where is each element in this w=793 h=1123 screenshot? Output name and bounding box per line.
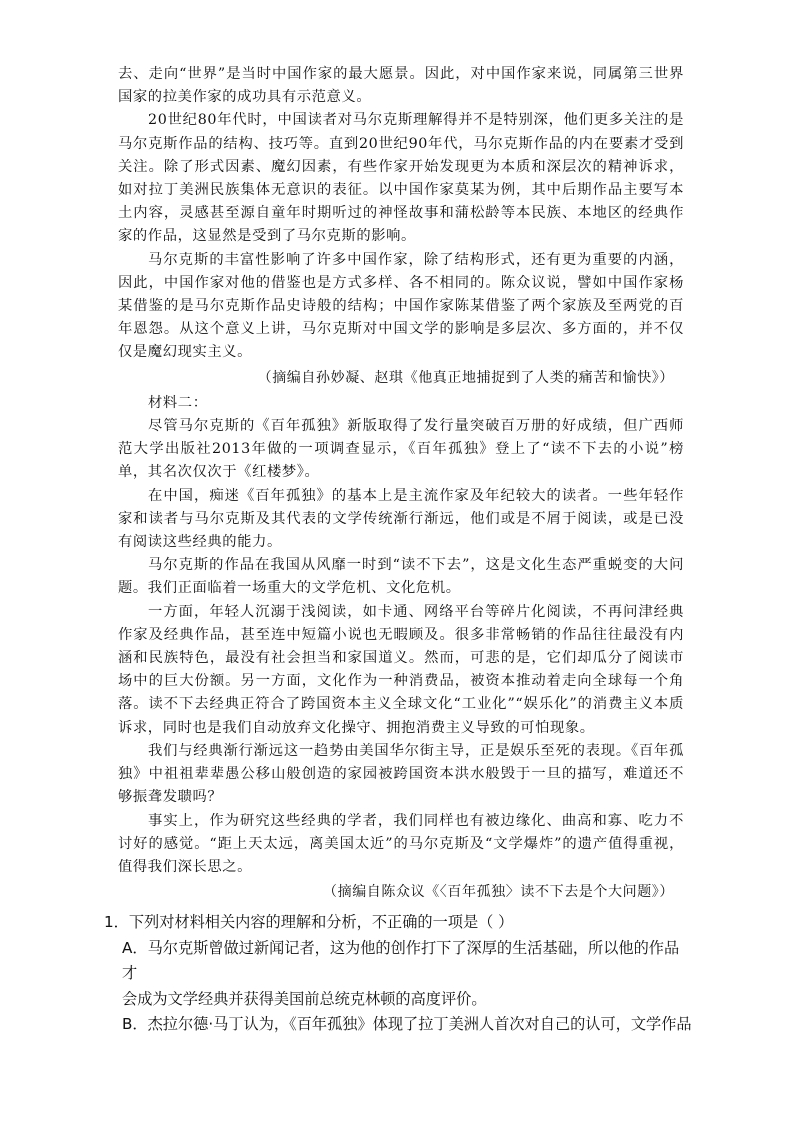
paragraph: 一方面，年轻人沉溺于浅阅读，如卡通、网络平台等碎片化阅读，不再问津经典作家及经典作品，甚至连中短篇小说也无暇顾及。很多非常畅销的作品往往最没有内涵和民族特色，最没有社会担当和家国道义。然而，可悲的是，它们却瓜分了阅读市场中的巨大份额。另一方面，文化作为一种消费品，被资本推动着走向全球每一个角落。读不下去经典正符合了跨国资本主义全球文化“工业化”“娱乐化”的消费主义本质诉求，同时也是我们自动放弃文化操守、拥抱消费主义导致的可怕现象。 (118, 603, 684, 736)
paragraph: 尽管马尔克斯的《百年孤独》新版取得了发行量突破百万册的好成绩，但广西师范大学出版社2013年做的一项调查显示，《百年孤独》登上了“读不下去的小说”榜单，其名次仅次于《红楼梦》。 (118, 418, 684, 481)
material-label: 材料二： (148, 394, 208, 411)
option-a-continued: 会成为文学经典并获得美国前总统克林顿的高度评价。 (122, 989, 487, 1008)
article-body (118, 63, 684, 906)
paragraph: 我们与经典渐行渐远这一趋势由美国华尔街主导，正是娱乐至死的表现。《百年孤独》中祖祖辈辈愚公移山般创造的家园被跨国资本洪水般毁于一旦的描写，难道还不够振聋发聩吗？ (118, 742, 684, 806)
source-citation: （摘编自孙妙凝、赵琪《他真正地捕捉到了人类的痛苦和愉快》） (257, 369, 674, 386)
paragraph: 20世纪80年代时，中国读者对马尔克斯理解得并不是特别深，他们更多关注的是马尔克斯作品的结构、技巧等。直到20世纪90年代，马尔克斯作品的内在要素才受到关注。除了形式因素、魔幻因素，有些作家开始发现更为本质和深层次的精神诉求，如对拉丁美洲民族集体无意识的表征。以中国作家莫某为例，其中后期作品主要写本土内容，灵感甚至源自童年时期听过的神怪故事和蒲松龄等本民族、本地区的经典作家的作品，这显然是受到了马尔克斯的影响。 (118, 112, 684, 245)
question-section (104, 910, 694, 1038)
paragraph-continued: 去、走向“世界”是当时中国作家的最大愿景。因此，对中国作家来说，同属第三世界国家的拉美作家的成功具有示范意义。 (118, 66, 684, 106)
paragraph: 马尔克斯的作品在我国从风靡一时到“读不下去”，这是文化生态严重蜕变的大问题。我们正面临着一场重大的文学危机、文化危机。 (118, 557, 684, 597)
option-b: B．杰拉尔德·马丁认为，《百年孤独》体现了拉丁美洲人首次对自己的认可，文学作品 (122, 1015, 692, 1033)
paragraph: 马尔克斯的丰富性影响了许多中国作家，除了结构形式，还有更为重要的内涵，因此，中国作家对他的借鉴也是方式多样、各不相同的。陈众议说，譬如中国作家杨某借鉴的是马尔克斯作品史诗般的结构；中国作家陈某借鉴了两个家族及至两党的百年恩怨。从这个意义上讲，马尔克斯对中国文学的影响是多层次、多方面的，并不仅仅是魔幻现实主义。 (118, 251, 684, 361)
paragraph: 在中国，痴迷《百年孤独》的基本上是主流作家及年纪较大的读者。一些年轻作家和读者与马尔克斯及其代表的文学传统渐行渐远，他们或是不屑于阅读，或是已没有阅读这些经典的能力。 (118, 487, 684, 551)
paragraph: 事实上，作为研究这些经典的学者，我们同样也有被边缘化、曲高和寡、吃力不讨好的感觉。“距上天太远，离美国太近”的马尔克斯及“文学爆炸”的遗产值得重视，值得我们深长思之。 (118, 812, 684, 875)
source-citation: （摘编自陈众议《〈百年孤独〉读不下去是个大问题》） (323, 884, 674, 901)
question-stem: 1．下列对材料相关内容的理解和分析，不正确的一项是（ ） (104, 913, 514, 931)
option-a: A．马尔克斯曾做过新闻记者，这为他的创作打下了深厚的生活基础，所以他的作品才 (122, 938, 680, 982)
